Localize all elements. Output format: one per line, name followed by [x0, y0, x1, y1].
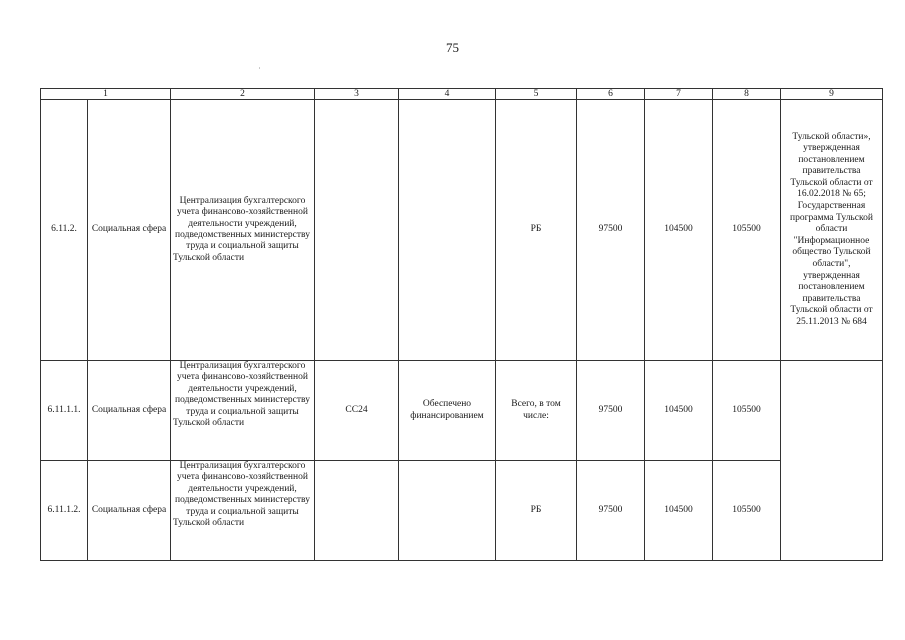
row-description: Централизация бухгалтерского учета финансово-хозяйственной деятельности учреждений, подведомственных министерству труда и социальной защиты Тульской области: [171, 361, 315, 461]
column-number: 7: [645, 89, 713, 100]
row-col4: Обеспечено финансированием: [399, 361, 496, 461]
column-number-row: [41, 89, 883, 100]
row-code: 6.11.1.1.: [41, 361, 88, 461]
row-col3: СС24: [315, 361, 399, 461]
row-sector: Социальная сфера: [88, 100, 171, 361]
row-sector: Социальная сфера: [88, 461, 171, 561]
row-legal-basis: Тульской области», утвержденная постановлением правительства Тульской области от 16.02.2018 № 65; Государственная программа Тульской области "Информационное общество Тульской области", утвержденная постановлением правительства Тульской области от 25.11.2013 № 684: [781, 100, 883, 361]
table-row: [41, 361, 883, 461]
row-value-2: 104500: [645, 461, 713, 561]
column-number: 4: [399, 89, 496, 100]
row-value-1: 97500: [577, 461, 645, 561]
column-number: 8: [713, 89, 781, 100]
column-number: 3: [315, 89, 399, 100]
column-number: 9: [781, 89, 883, 100]
page-number: 75: [446, 40, 459, 55]
row-value-2: 104500: [645, 361, 713, 461]
column-number: 2: [171, 89, 315, 100]
row-funding-source: РБ: [496, 461, 577, 561]
row-value-3: 105500: [713, 361, 781, 461]
row-value-1: 97500: [577, 361, 645, 461]
row-code: 6.11.2.: [41, 100, 88, 361]
column-number: 6: [577, 89, 645, 100]
column-number: 1: [41, 89, 171, 100]
row-funding-source: Всего, в том числе:: [496, 361, 577, 461]
row-funding-source: РБ: [496, 100, 577, 361]
row-value-3: 105500: [713, 461, 781, 561]
row-col4: [399, 461, 496, 561]
row-col4: [399, 100, 496, 361]
row-value-2: 104500: [645, 100, 713, 361]
row-value-3: 105500: [713, 100, 781, 361]
row-description: Централизация бухгалтерского учета финансово-хозяйственной деятельности учреждений, подведомственных министерству труда и социальной защиты Тульской области: [171, 461, 315, 561]
row-sector: Социальная сфера: [88, 361, 171, 461]
row-code: 6.11.1.2.: [41, 461, 88, 561]
row-description: Централизация бухгалтерского учета финансово-хозяйственной деятельности учреждений, подведомственных министерству труда и социальной защиты Тульской области: [171, 100, 315, 361]
column-number: 5: [496, 89, 577, 100]
row-col3: [315, 461, 399, 561]
row-col3: [315, 100, 399, 361]
table-row: [41, 100, 883, 361]
row-legal-basis: [781, 361, 883, 561]
table-row: [41, 461, 883, 561]
row-value-1: 97500: [577, 100, 645, 361]
stray-mark: ˙: [258, 66, 261, 76]
budget-table: [40, 88, 883, 561]
